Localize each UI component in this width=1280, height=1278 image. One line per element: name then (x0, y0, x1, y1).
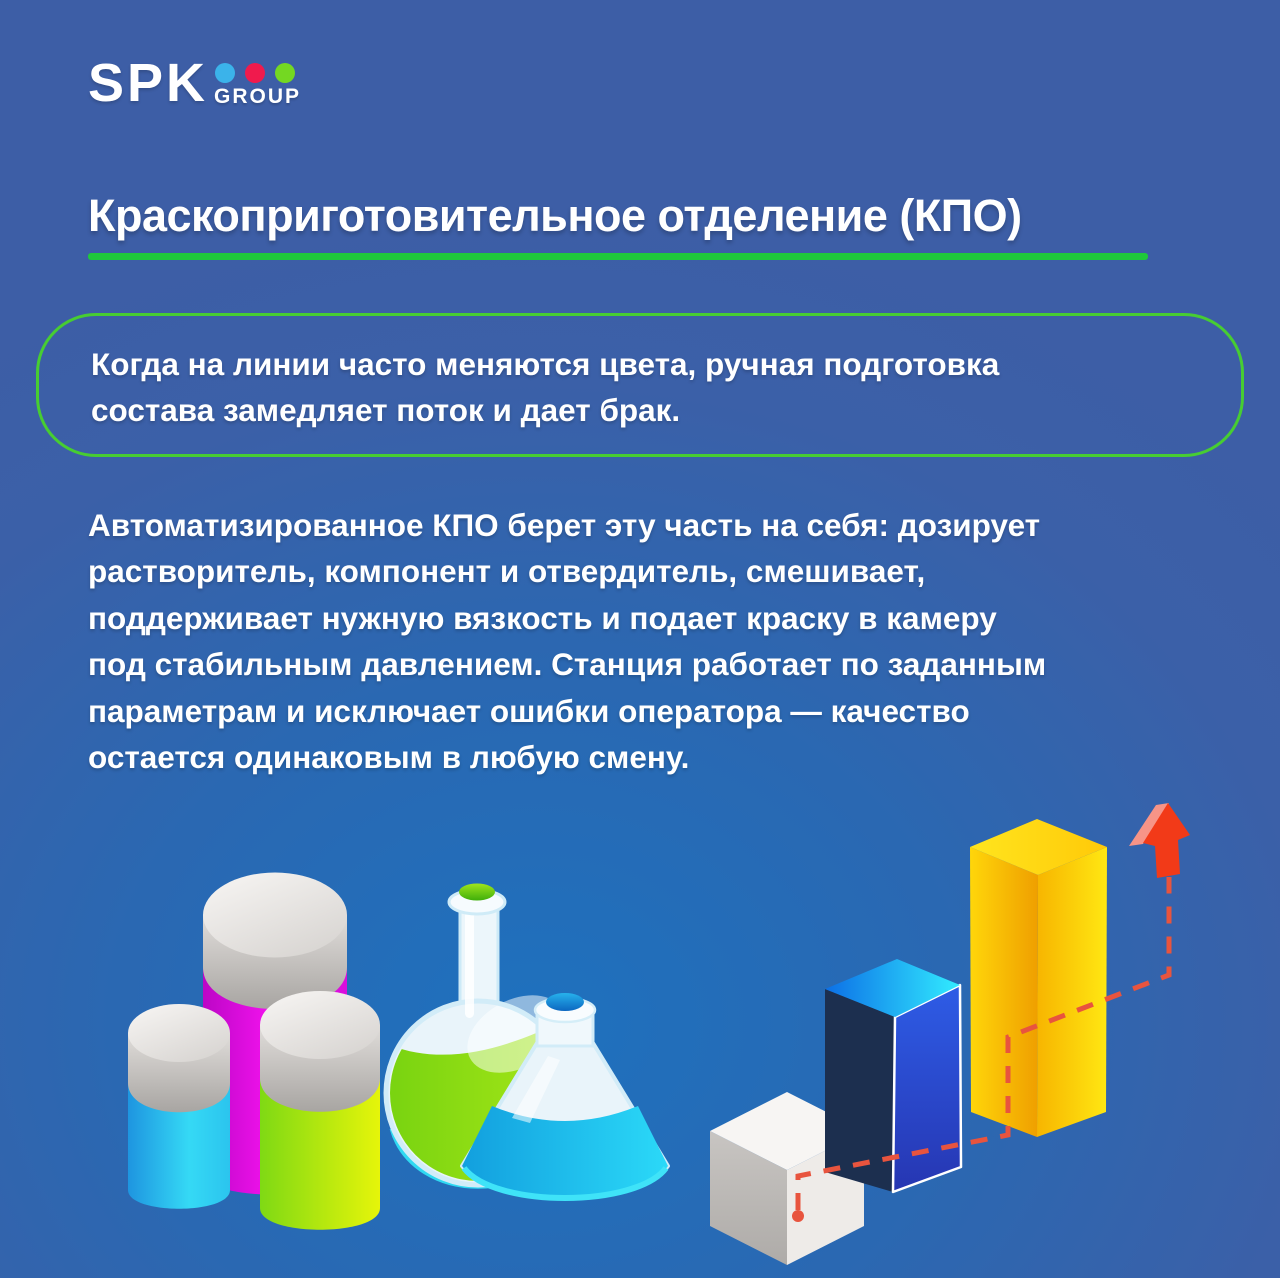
title-underline (88, 253, 1148, 260)
logo-dots (214, 62, 298, 84)
body-paragraph (88, 502, 1046, 780)
yellow-bar (970, 819, 1107, 1137)
callout-line: состава замедляет поток и дает брак. (91, 392, 681, 428)
lime-paint-can (260, 991, 380, 1230)
body-text-line: остается одинаковым в любую смену. (88, 739, 690, 776)
logo (88, 53, 302, 113)
body-text-line: растворитель, компонент и отвердитель, смешивает, (88, 553, 926, 590)
body-text-line: параметрам и исключает ошибки оператора — качество (88, 692, 970, 729)
illustration (0, 778, 1280, 1278)
logo-brand-text: SPK (88, 53, 209, 113)
green-dot-icon (275, 63, 295, 83)
page-title: Краскоприготовительное отделение (КПО) (88, 190, 1022, 241)
blue-cap (546, 993, 584, 1011)
blue-dot-icon (215, 63, 235, 83)
up-arrow-icon (1129, 803, 1190, 878)
body-text-line: поддерживает нужную вязкость и подает краску в камеру (88, 599, 997, 636)
green-cap (459, 884, 495, 901)
body-text-line: под стабильным давлением. Станция работает по заданным (88, 646, 1047, 683)
flasks-illustration (378, 884, 668, 1199)
growth-chart-illustration (710, 803, 1190, 1265)
logo-suffix-text: GROUP (214, 85, 302, 108)
red-dot-icon (245, 63, 265, 83)
paint-cans-illustration (128, 873, 380, 1230)
callout-line: Когда на линии часто меняются цвета, ручная подготовка (91, 346, 1000, 382)
body-text-line: Автоматизированное КПО берет эту часть на себя: дозирует (88, 507, 1041, 543)
callout-box (36, 313, 1244, 457)
cyan-paint-can (128, 1004, 230, 1209)
